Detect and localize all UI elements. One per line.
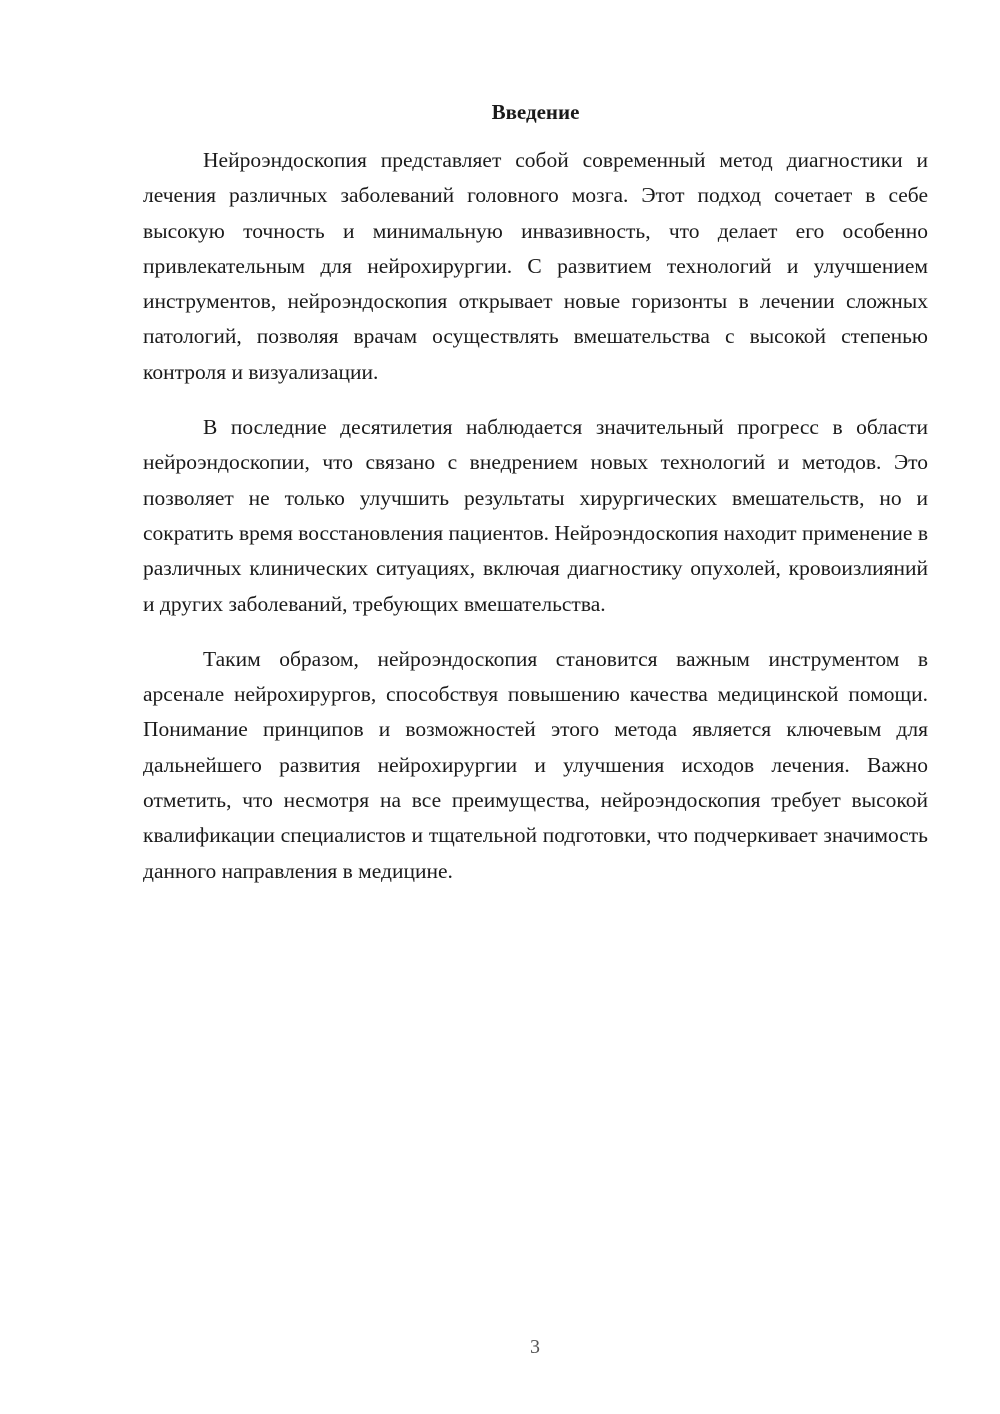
paragraph: В последние десятилетия наблюдается значительный прогресс в области нейроэндоскопии, что связано с внедрением новых технологий и методов. Это позволяет не только улучшить результаты хирургических вмешательств, но и сократить время восстановления пациентов. Нейроэндоскопия находит применение в различных клинических ситуациях, включая диагностику опухолей, кровоизлияний и других заболеваний, требующих вмешательства.	[143, 415, 928, 616]
page-number: 3	[530, 1336, 540, 1358]
paragraph: Нейроэндоскопия представляет собой современный метод диагностики и лечения различных заболеваний головного мозга. Этот подход сочетает в себе высокую точность и минимальную инвазивность, что делает его особенно привлекательным для нейрохирургии. С развитием технологий и улучшением инструментов, нейроэндоскопия открывает новые горизонты в лечении сложных патологий, позволяя врачам осуществлять вмешательства с высокой степенью контроля и визуализации.	[143, 148, 928, 384]
paragraph: Таким образом, нейроэндоскопия становится важным инструментом в арсенале нейрохирургов, способствуя повышению качества медицинской помощи. Понимание принципов и возможностей этого метода является ключевым для дальнейшего развития нейрохирургии и улучшения исходов лечения. Важно отметить, что несмотря на все преимущества, нейроэндоскопия требует высокой квалификации специалистов и тщательной подготовки, что подчеркивает значимость данного направления в медицине.	[143, 646, 928, 883]
section-heading: Введение	[491, 100, 580, 124]
body-text	[143, 143, 928, 909]
